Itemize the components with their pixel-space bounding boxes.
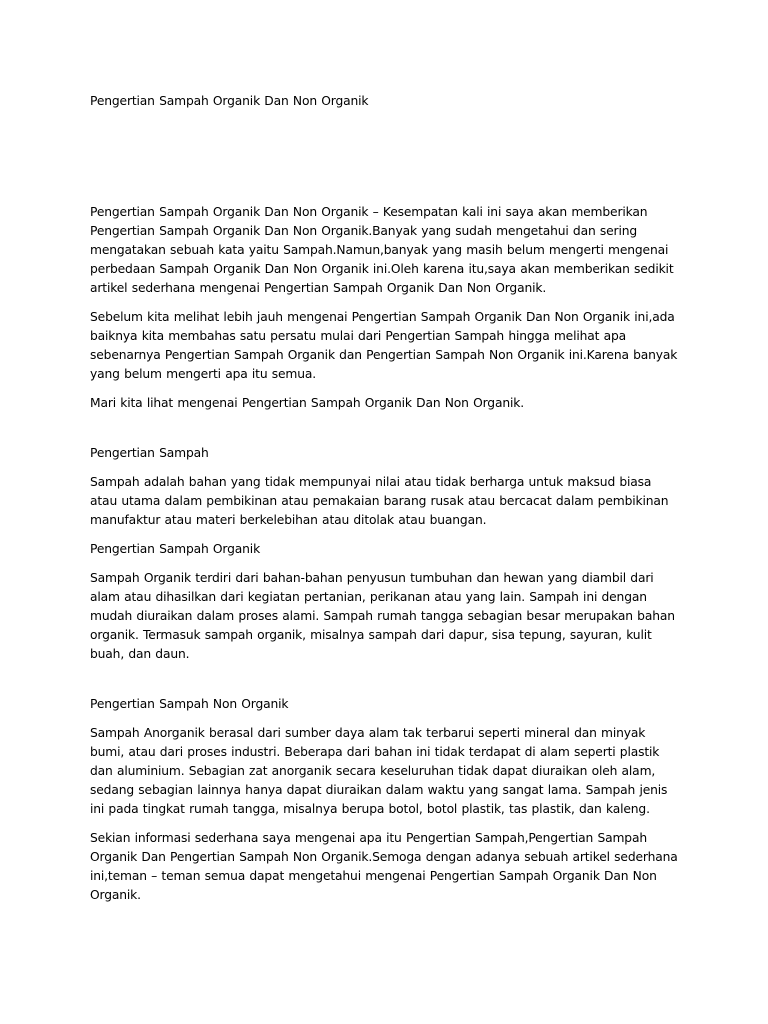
section-body-non-organik: Sampah Anorganik berasal dari sumber daya alam tak terbarui seperti mineral dan minyak bumi, atau dari proses industri. Beberapa dari bahan ini tidak terdapat di alam seperti plastik dan aluminium. Sebagian zat anorganik secara keseluruhan tidak dapat diuraikan oleh alam, sedang sebagian lainnya hanya dapat diuraikan dalam waktu yang sangat lama. Sampah jenis ini pada tingkat rumah tangga, misalnya berupa botol, botol plastik, tas plastik, dan kaleng. [90, 726, 668, 816]
document-title: Pengertian Sampah Organik Dan Non Organik [90, 94, 369, 108]
section-body-organik: Sampah Organik terdiri dari bahan-bahan penyusun tumbuhan dan hewan yang diambil dari alam atau dihasilkan dari kegiatan pertanian, perikanan atau yang lain. Sampah ini dengan mudah diuraikan dalam proses alami. Sampah rumah tangga sebagian besar merupakan bahan organik. Termasuk sampah organik, misalnya sampah dari dapur, sisa tepung, sayuran, kulit buah, dan daun. [90, 571, 675, 661]
section-heading-non-organik: Pengertian Sampah Non Organik [90, 697, 289, 711]
intro-paragraph-2: Sebelum kita melihat lebih jauh mengenai Pengertian Sampah Organik Dan Non Organik ini,ada baiknya kita membahas satu persatu mulai dari Pengertian Sampah hingga melihat apa sebenarnya Pengertian Sampah Organik dan Pengertian Sampah Non Organik ini.Karena banyak yang belum mengerti apa itu semua. [90, 310, 678, 381]
section-heading-sampah: Pengertian Sampah [90, 446, 209, 460]
document-body [90, 92, 680, 905]
section-body-sampah: Sampah adalah bahan yang tidak mempunyai nilai atau tidak berharga untuk maksud biasa atau utama dalam pembikinan atau pemakaian barang rusak atau bercacat dalam pembikinan manufaktur atau materi berkelebihan atau ditolak atau buangan. [90, 475, 669, 527]
closing-paragraph: Sekian informasi sederhana saya mengenai apa itu Pengertian Sampah,Pengertian Sampah Organik Dan Pengertian Sampah Non Organik.Semoga dengan adanya sebuah artikel sederhana ini,teman – teman semua dapat mengetahui mengenai Pengertian Sampah Organik Dan Non Organik. [90, 831, 678, 902]
intro-paragraph-3: Mari kita lihat mengenai Pengertian Sampah Organik Dan Non Organik. [90, 396, 524, 410]
section-heading-organik: Pengertian Sampah Organik [90, 542, 261, 556]
intro-paragraph-1: Pengertian Sampah Organik Dan Non Organik – Kesempatan kali ini saya akan memberikan Pengertian Sampah Organik Dan Non Organik.Banyak yang sudah mengetahui dan sering mengatakan sebuah kata yaitu Sampah.Namun,banyak yang masih belum mengerti mengenai perbedaan Sampah Organik Dan Non Organik ini.Oleh karena itu,saya akan memberikan sedikit artikel sederhana mengenai Pengertian Sampah Organik Dan Non Organik. [90, 205, 674, 295]
